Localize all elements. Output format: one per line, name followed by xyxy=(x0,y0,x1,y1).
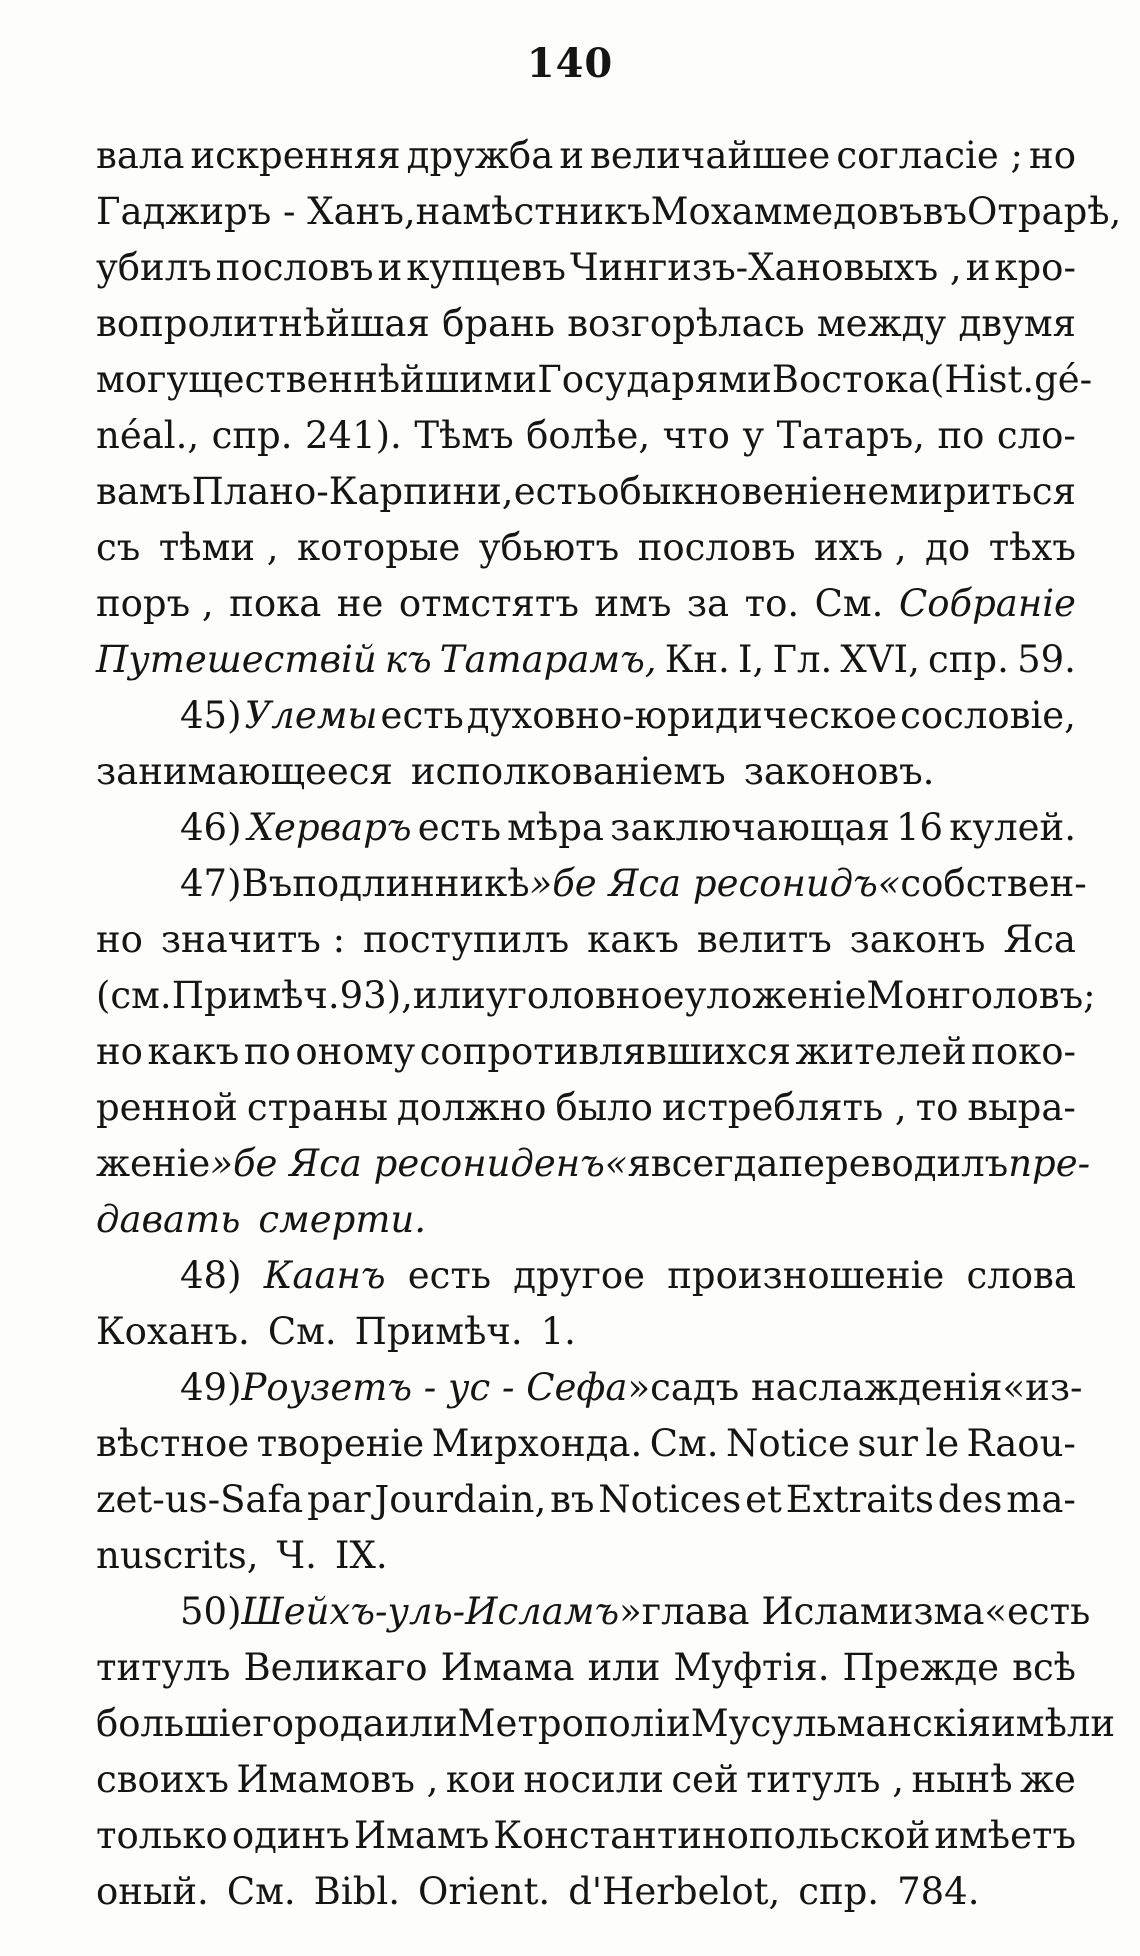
text-line xyxy=(96,576,1076,632)
word: спр. xyxy=(928,638,1009,681)
text-line xyxy=(96,1472,1076,1528)
word: страны xyxy=(246,1086,388,1129)
word: le xyxy=(925,1422,960,1465)
word: Плано-Карпини, xyxy=(191,470,514,513)
word: законовъ. xyxy=(743,750,935,793)
word: ихъ , xyxy=(814,526,907,569)
word: поръ , xyxy=(96,582,214,625)
word: Bibl. xyxy=(313,1870,400,1913)
word: должно xyxy=(396,1086,547,1129)
word: 48) xyxy=(180,1254,242,1297)
word: Путешествій xyxy=(96,638,377,681)
text-line xyxy=(96,912,1076,968)
word: XVI, xyxy=(840,638,920,681)
word: Имама xyxy=(440,1646,575,1689)
text-line xyxy=(96,1360,1083,1416)
word: согласіе ; xyxy=(836,134,1023,177)
word: или xyxy=(412,974,486,1017)
word: nuscrits, xyxy=(96,1534,259,1577)
text-line xyxy=(96,1304,1076,1360)
word: Яса xyxy=(1003,918,1076,961)
text-line xyxy=(96,1808,1076,1864)
word: поступилъ xyxy=(362,918,570,961)
word: произношеніе xyxy=(667,1254,945,1297)
page-text xyxy=(96,128,1122,1920)
text-line xyxy=(96,632,1076,688)
text-line xyxy=(96,1024,1076,1080)
word: Примѣч. xyxy=(354,1310,523,1353)
word: »глава Исламизма« xyxy=(619,1590,1008,1633)
word: вамъ xyxy=(96,470,192,513)
word: Шейхъ-уль-Исламъ xyxy=(241,1590,620,1633)
word: d'Herbelot, xyxy=(568,1870,781,1913)
word: одинъ xyxy=(231,1814,350,1857)
word: Татаръ, xyxy=(776,414,925,457)
word: убилъ xyxy=(96,246,212,289)
word: Великаго xyxy=(243,1646,428,1689)
text-line xyxy=(96,520,1076,576)
word: мѣра xyxy=(507,806,604,849)
word: и xyxy=(377,246,403,289)
page-number: 140 xyxy=(526,40,614,87)
word: спр. xyxy=(798,1870,880,1913)
word: между xyxy=(816,302,947,345)
word: Мусульманскія xyxy=(690,1702,992,1745)
word: было xyxy=(555,1086,653,1129)
word: купцевъ xyxy=(406,246,566,289)
word: 50) xyxy=(180,1590,242,1633)
word: обыкновеніе xyxy=(597,470,843,513)
text-line xyxy=(96,968,1096,1024)
word: намѣстникъ xyxy=(415,190,651,233)
word: Константинопольской xyxy=(493,1814,931,1857)
word: вала xyxy=(96,134,185,177)
word: Notice xyxy=(725,1422,850,1465)
word: кулей. xyxy=(949,806,1076,849)
word: Ч. xyxy=(276,1534,317,1577)
word: до xyxy=(925,526,971,569)
word: твореніе xyxy=(256,1422,425,1465)
word: Мирхонда. xyxy=(431,1422,643,1465)
word: Муфтія. xyxy=(673,1646,830,1689)
word: Татарамъ, xyxy=(439,638,657,681)
word: то xyxy=(915,1086,959,1129)
word: Метрополіи xyxy=(457,1702,691,1745)
word: есть xyxy=(380,694,464,737)
text-line xyxy=(96,688,1076,744)
text-line xyxy=(96,296,1076,352)
word: 47) xyxy=(180,862,242,905)
word: могущественнѣйшими xyxy=(96,358,538,401)
word: Въ xyxy=(241,862,293,905)
word: имъ xyxy=(594,582,672,625)
word: носили xyxy=(523,1758,664,1801)
word: Востока xyxy=(771,358,930,401)
word: См. xyxy=(267,1310,337,1353)
word: или xyxy=(587,1646,661,1689)
text-line xyxy=(96,744,1076,800)
word: но xyxy=(1029,134,1076,177)
word: дружба xyxy=(406,134,554,177)
word: въ xyxy=(922,190,968,233)
word: по xyxy=(937,414,985,457)
word: поко- xyxy=(971,1030,1076,1073)
word: занимающееся xyxy=(96,750,393,793)
word: выра- xyxy=(967,1086,1076,1129)
text-line xyxy=(96,408,1076,464)
word: Роузетъ - ус - Сефа xyxy=(241,1366,628,1409)
word: sur xyxy=(857,1422,918,1465)
word: духовно-юридическое xyxy=(466,694,898,737)
word: Улемы xyxy=(244,694,378,737)
word: См. xyxy=(814,582,884,625)
word: кро- xyxy=(994,246,1076,289)
word: но xyxy=(96,1030,143,1073)
word: жителей xyxy=(795,1030,967,1073)
word: за xyxy=(686,582,730,625)
word: исполкованіемъ xyxy=(410,750,726,793)
word: des xyxy=(937,1478,1003,1521)
word: нынѣ xyxy=(911,1758,1013,1801)
word: пословъ xyxy=(637,526,796,569)
word: См. xyxy=(226,1870,296,1913)
word: въ xyxy=(550,1478,595,1521)
word: Примѣч. xyxy=(171,974,340,1017)
word: имѣли xyxy=(991,1702,1116,1745)
text-line xyxy=(96,464,1076,520)
word: »садъ наслажденія« xyxy=(627,1366,1026,1409)
word: Херваръ xyxy=(247,806,412,849)
word: убьютъ xyxy=(478,526,620,569)
word: истреблять , xyxy=(661,1086,907,1129)
word: »бе Яса ресонидъ« xyxy=(529,862,901,905)
word: есть xyxy=(1007,1590,1091,1633)
word: Каанъ xyxy=(263,1254,386,1297)
word: (Hist. xyxy=(929,358,1035,401)
word: Extraits xyxy=(785,1478,934,1521)
word: néal., xyxy=(96,414,200,457)
word: подлинникѣ xyxy=(292,862,530,905)
word: par xyxy=(307,1478,371,1521)
word: 59. xyxy=(1017,638,1076,681)
word: Гаджиръ - Ханъ, xyxy=(96,190,416,233)
word: и xyxy=(965,246,991,289)
word: »бе Яса ресониденъ« xyxy=(210,1142,628,1185)
word: 46) xyxy=(180,806,242,849)
word: Raou- xyxy=(966,1422,1076,1465)
word: не xyxy=(842,470,890,513)
word: отмстятъ xyxy=(398,582,579,625)
word: вѣстное xyxy=(96,1422,250,1465)
word: и xyxy=(559,134,584,177)
word: уголовное xyxy=(485,974,685,1017)
word: Jourdain, xyxy=(374,1478,547,1521)
word: 241). xyxy=(305,414,402,457)
word: велитъ xyxy=(696,918,832,961)
word: См. xyxy=(649,1422,719,1465)
word: 45) xyxy=(180,694,242,737)
word: сло- xyxy=(996,414,1076,457)
word: то. xyxy=(744,582,800,625)
word: ma- xyxy=(1006,1478,1076,1521)
word: Отрарѣ, xyxy=(967,190,1122,233)
word: собствен- xyxy=(900,862,1087,905)
word: переводилъ xyxy=(778,1142,1009,1185)
text-line xyxy=(96,1248,1076,1304)
word: тѣхъ xyxy=(988,526,1076,569)
text-line xyxy=(96,1192,1076,1248)
word: слова xyxy=(966,1254,1076,1297)
word: не xyxy=(336,582,384,625)
word: Notices xyxy=(598,1478,742,1521)
word: пословъ xyxy=(215,246,374,289)
text-line xyxy=(96,1080,1076,1136)
word: законъ xyxy=(849,918,986,961)
word: есть xyxy=(417,806,501,849)
text-line xyxy=(96,240,1076,296)
word: съ xyxy=(96,526,141,569)
text-line xyxy=(96,1640,1076,1696)
word: двумя xyxy=(958,302,1076,345)
text-line xyxy=(96,184,1122,240)
word: оному xyxy=(295,1030,416,1073)
word: или xyxy=(384,1702,458,1745)
word: оный. xyxy=(96,1870,209,1913)
word: et xyxy=(745,1478,782,1521)
word: у xyxy=(742,414,765,457)
word: из- xyxy=(1025,1366,1083,1409)
word: женіе xyxy=(96,1142,211,1185)
text-line xyxy=(96,1528,1076,1584)
word: какъ xyxy=(147,1030,240,1073)
word: смерти. xyxy=(258,1198,426,1241)
text-line xyxy=(96,128,1076,184)
text-line xyxy=(96,352,1093,408)
word: Монголовъ; xyxy=(866,974,1096,1017)
word: имѣетъ xyxy=(934,1814,1076,1857)
word: Коханъ. xyxy=(96,1310,250,1353)
word: Чингизъ-Хановыхъ , xyxy=(569,246,962,289)
word: сопротивлявшихся xyxy=(419,1030,791,1073)
word: которые xyxy=(297,526,461,569)
text-line xyxy=(96,800,1076,856)
word: gé- xyxy=(1034,358,1093,401)
word: Кн. xyxy=(664,638,730,681)
word: сословіе, xyxy=(900,694,1076,737)
word: величайшее xyxy=(590,134,831,177)
word: 16 xyxy=(895,806,944,849)
word: есть xyxy=(407,1254,491,1297)
word: ренной xyxy=(96,1086,238,1129)
word: но xyxy=(96,918,143,961)
word: Собраніе xyxy=(898,582,1076,625)
word: я xyxy=(627,1142,651,1185)
word: мириться xyxy=(889,470,1076,513)
word: по xyxy=(243,1030,291,1073)
word: искренняя xyxy=(190,134,401,177)
word: что xyxy=(662,414,730,457)
word: заключающая xyxy=(610,806,890,849)
text-line xyxy=(96,1136,1091,1192)
word: титулъ , xyxy=(746,1758,904,1801)
word: другое xyxy=(513,1254,646,1297)
word: своихъ xyxy=(96,1758,229,1801)
text-line xyxy=(96,1416,1076,1472)
word: Имамовъ , xyxy=(236,1758,439,1801)
text-line xyxy=(96,1752,1076,1808)
word: 784. xyxy=(897,1870,980,1913)
word: Orient. xyxy=(417,1870,551,1913)
word: Мохаммедовъ xyxy=(650,190,923,233)
word: Государями xyxy=(537,358,772,401)
word: сей xyxy=(671,1758,739,1801)
word: уложеніе xyxy=(684,974,867,1017)
word: возгорѣлась xyxy=(567,302,805,345)
word: тѣми , xyxy=(158,526,279,569)
text-line xyxy=(96,1584,1091,1640)
word: zet-us-Safa xyxy=(96,1478,304,1521)
word: Гл. xyxy=(772,638,833,681)
word: какъ xyxy=(587,918,679,961)
word: титулъ xyxy=(96,1646,231,1689)
word: же xyxy=(1020,1758,1076,1801)
word: I, xyxy=(737,638,765,681)
word: болѣе, xyxy=(526,414,651,457)
word: значитъ : xyxy=(160,918,346,961)
word: 49) xyxy=(180,1366,242,1409)
word: къ xyxy=(384,638,432,681)
word: 1. xyxy=(540,1310,576,1353)
text-line xyxy=(96,856,1087,912)
word: Тѣмъ xyxy=(414,414,514,457)
word: города xyxy=(252,1702,385,1745)
word: Имамъ xyxy=(353,1814,490,1857)
word: всѣ xyxy=(1012,1646,1076,1689)
word: кои xyxy=(445,1758,516,1801)
word: брань xyxy=(442,302,555,345)
word: (см. xyxy=(96,974,172,1017)
text-line xyxy=(96,1696,1116,1752)
word: 93), xyxy=(339,974,413,1017)
text-line xyxy=(96,1864,1076,1920)
word: Прежде xyxy=(842,1646,1000,1689)
word: большіе xyxy=(96,1702,253,1745)
word: вопролитнѣйшая xyxy=(96,302,430,345)
word: IX. xyxy=(334,1534,388,1577)
word: пока xyxy=(229,582,322,625)
word: всегда xyxy=(650,1142,779,1185)
word: есть xyxy=(513,470,598,513)
word: пре- xyxy=(1008,1142,1091,1185)
word: давать xyxy=(96,1198,241,1241)
word: только xyxy=(96,1814,228,1857)
word: спр. xyxy=(211,414,293,457)
